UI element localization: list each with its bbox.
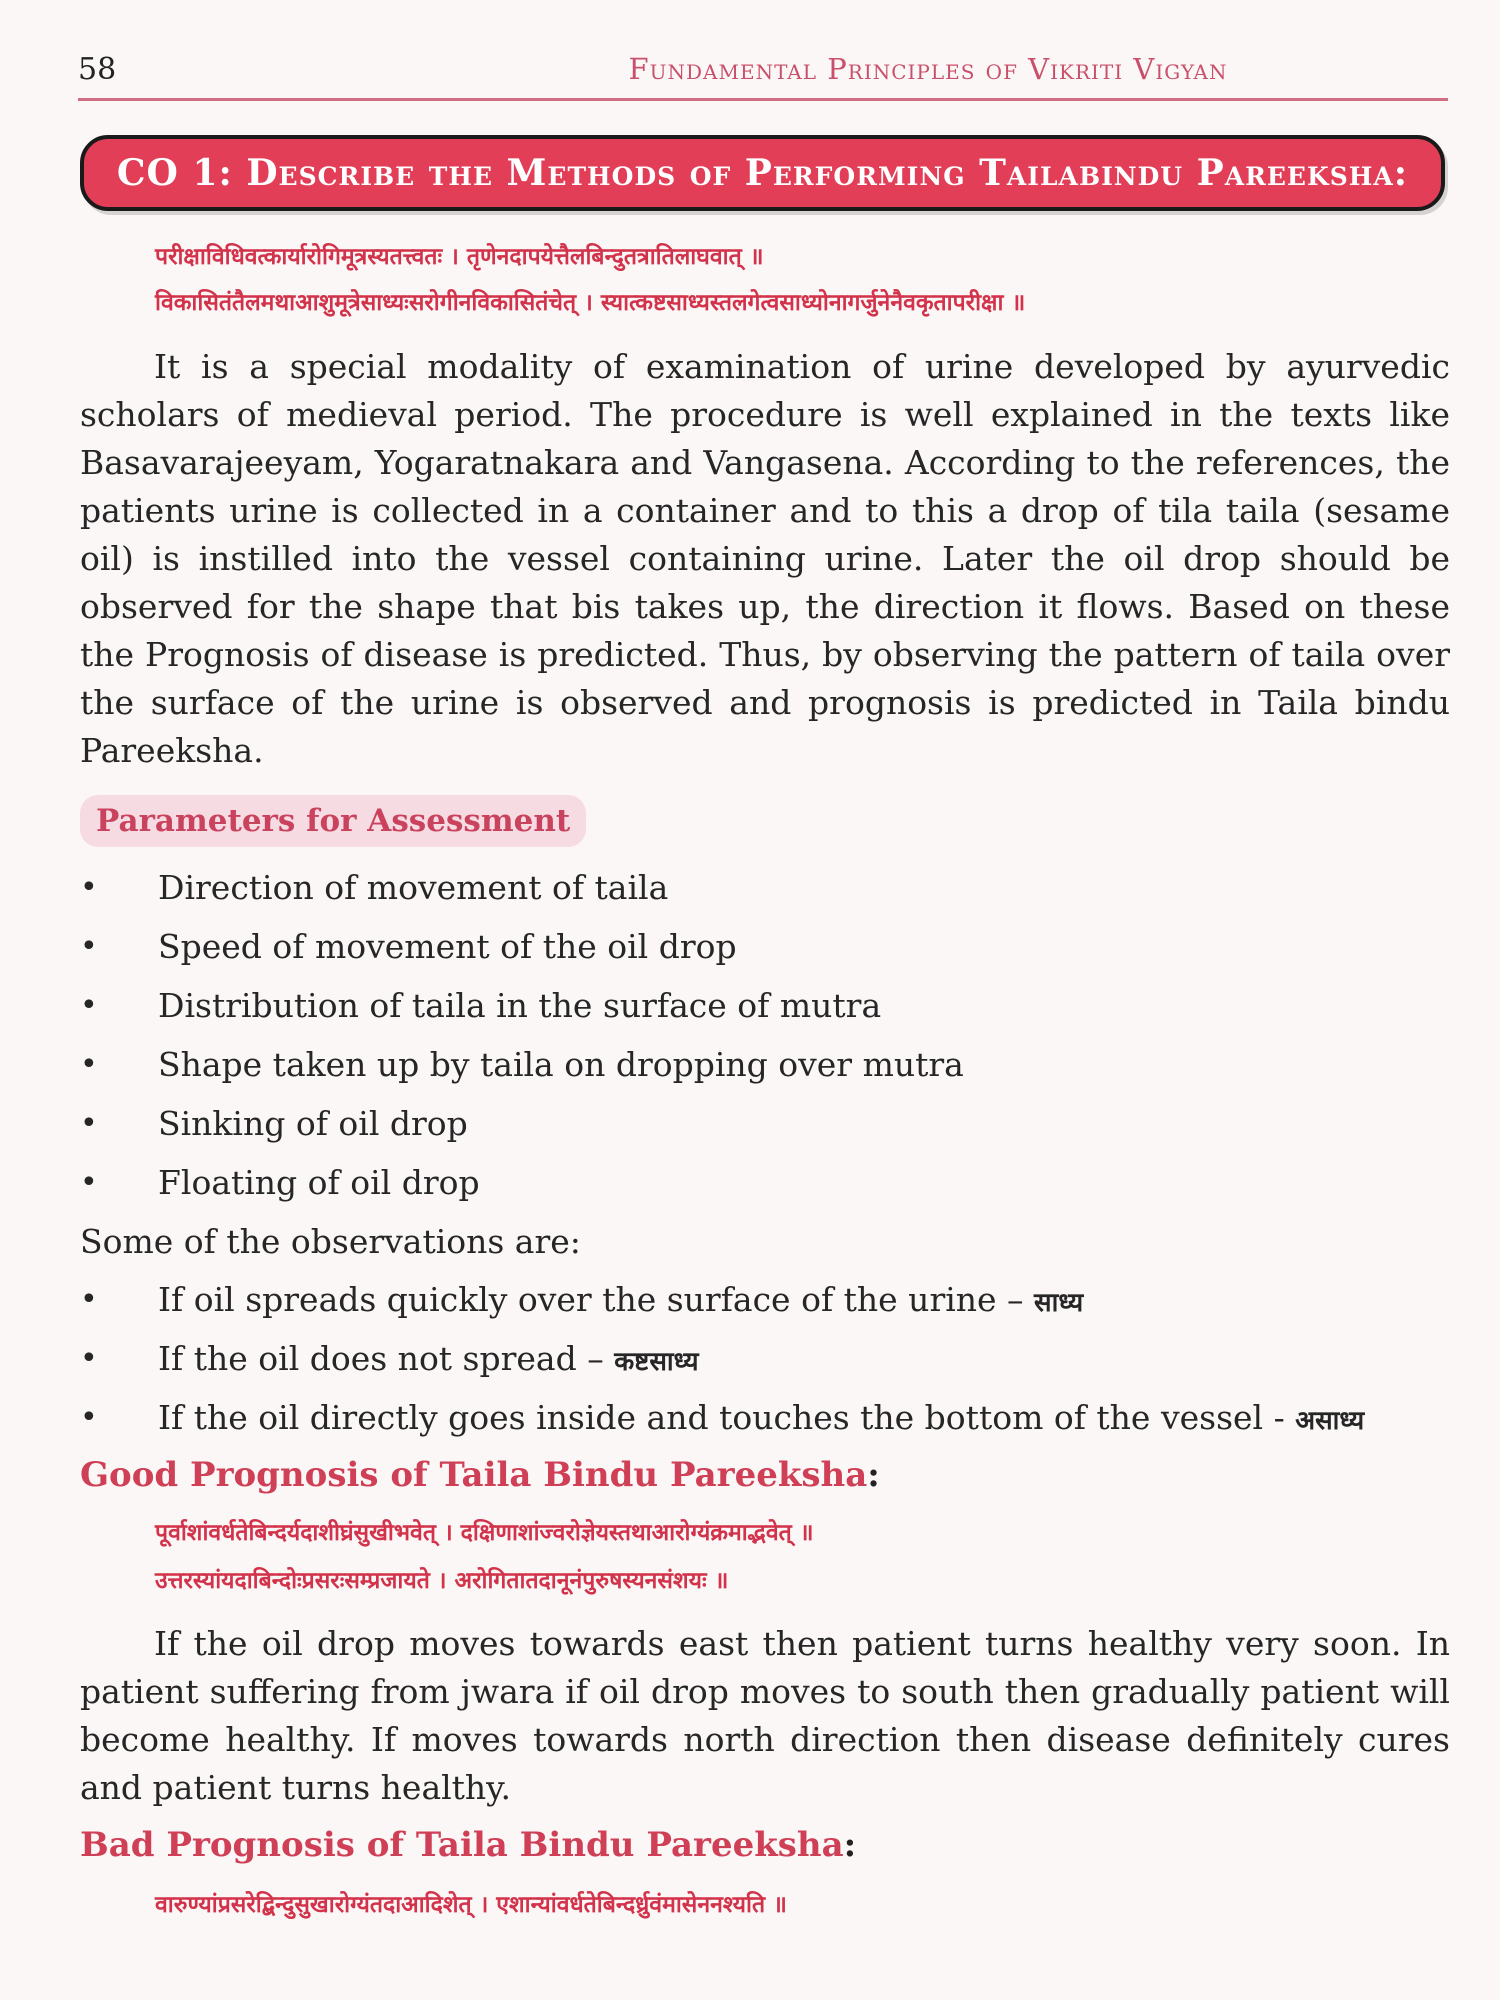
list-item: • If oil spreads quickly over the surface of the urine – साध्य [80, 1270, 1450, 1329]
bullet-icon: • [80, 929, 98, 964]
list-item: • Floating of oil drop [80, 1153, 1450, 1212]
parameters-heading-text: Parameters for Assessment [96, 803, 571, 839]
page-header [78, 46, 1448, 96]
intro-paragraph-text: It is a special modality of examination of urine developed by ayurvedic scholars of medieval period. The procedure is well explained in the texts like Basavarajeeyam, Yogaratnakara and Vangasena. According to the references, the patients urine is collected in a container and to this a drop of tila taila (sesame oil) is instilled into the vessel containing urine. Later the oil drop should be observed for the shape that bis takes up, the direction it flows. Based on these the Prognosis of disease is predicted. Thus, by observing the pattern of taila over the surface of the urine is observed and prognosis is predicted in Taila bindu Pareeksha. [80, 347, 1450, 770]
bullet-icon: • [80, 870, 98, 905]
list-item: • Speed of movement of the oil drop [80, 917, 1450, 976]
page-number: 58 [78, 52, 117, 87]
bullet-icon: • [80, 988, 98, 1023]
list-item: • Distribution of taila in the surface of mutra [80, 976, 1450, 1035]
list-item: • If the oil directly goes inside and touches the bottom of the vessel - असाध्य [80, 1388, 1450, 1447]
sanskrit-verse-line: परीक्षाविधिवत्कार्यारोगिमूत्रस्यतत्त्वतः । तृणेनदापयेत्तैलबिन्दुतत्रातिलाघवात् ॥ [155, 243, 764, 270]
list-item: • Sinking of oil drop [80, 1094, 1450, 1153]
parameters-list [80, 858, 1450, 1212]
list-item: • If the oil does not spread – कष्टसाध्य [80, 1329, 1450, 1388]
section-title-banner [80, 135, 1445, 211]
bullet-icon: • [80, 1282, 98, 1317]
list-item: • Shape taken up by taila on dropping over mutra [80, 1035, 1450, 1094]
bullet-icon: • [80, 1341, 98, 1376]
good-prognosis-paragraph: If the oil drop moves towards east then patient turns healthy very soon. In patient suffering from jwara if oil drop moves to south then gradually patient will become healthy. If moves towards north direction then disease definitely cures and patient turns healthy. [80, 1624, 1450, 1807]
observations-list [80, 1270, 1450, 1447]
observations-intro: Some of the observations are: [80, 1222, 581, 1261]
bad-prognosis-heading: Bad Prognosis of Taila Bindu Pareeksha: [80, 1825, 857, 1865]
intro-paragraph [80, 343, 1450, 775]
header-divider [78, 98, 1448, 101]
sanskrit-verse-line: पूर्वाशांवर्धतेबिन्दर्यदाशीघ्रंसुखीभवेत् । दक्षिणाशांज्वरोज्ञेयस्तथाआरोग्यंक्रमाद्भवेत् ॥ [155, 1519, 814, 1546]
bullet-icon: • [80, 1047, 98, 1082]
sanskrit-verse-line: उत्तरस्यांयदाबिन्दोःप्रसरःसम्प्रजायते । अरोगितातदानूनंपुरुषस्यनसंशयः ॥ [155, 1567, 729, 1594]
good-prognosis-heading: Good Prognosis of Taila Bindu Pareeksha: [80, 1455, 880, 1495]
sanskrit-verse-line: वारुण्यांप्रसरेद्बिन्दुसुखारोग्यंतदाआदिशेत् । एशान्यांवर्धतेबिन्दर्ध्रुवंमासेननश्यति ॥ [155, 1891, 787, 1918]
sanskrit-verse-line: विकासितंतैलमथाआशुमूत्रेसाध्यःसरोगीनविकासितंचेत् । स्यात्कष्टसाध्यस्तलगेत्वसाध्योनागर्जुनेनैवकृतापरीक्षा ॥ [155, 289, 1026, 316]
running-title: Fundamental Principles of Vikriti Vigyan [628, 52, 1228, 86]
bullet-icon: • [80, 1165, 98, 1200]
bullet-icon: • [80, 1400, 98, 1435]
list-item: • Direction of movement of taila [80, 858, 1450, 917]
bullet-icon: • [80, 1106, 98, 1141]
section-title: CO 1: Describe the Methods of Performing Tailabindu Pareeksha: [116, 152, 1409, 194]
parameters-heading [80, 795, 586, 847]
